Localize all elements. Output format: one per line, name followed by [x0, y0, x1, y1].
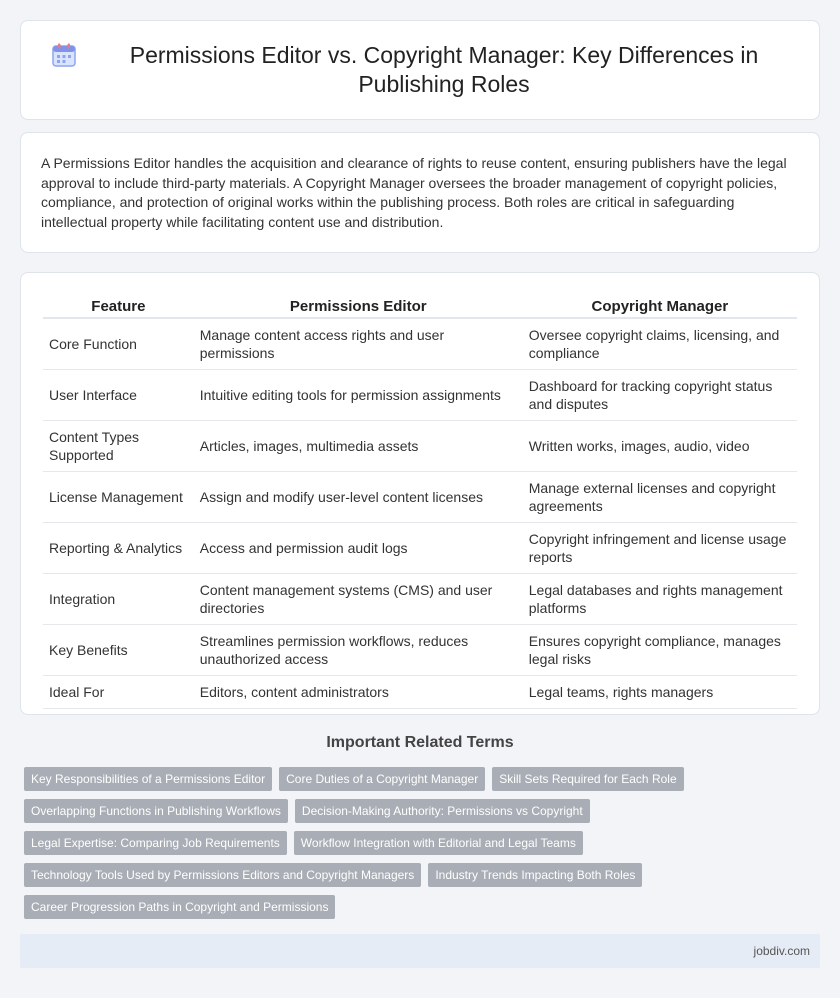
copyright-manager-cell: Oversee copyright claims, licensing, and compliance: [523, 318, 797, 370]
footer-site-name[interactable]: jobdiv.com: [753, 944, 810, 958]
permissions-editor-cell: Access and permission audit logs: [194, 523, 523, 574]
table-row: [43, 676, 797, 709]
permissions-editor-cell: Manage content access rights and user permissions: [194, 318, 523, 370]
copyright-manager-cell: Copyright infringement and license usage reports: [523, 523, 797, 574]
table-row: [43, 421, 797, 472]
feature-cell: Ideal For: [43, 676, 194, 709]
related-term-tag[interactable]: Legal Expertise: Comparing Job Requirements: [24, 831, 287, 855]
feature-cell: Reporting & Analytics: [43, 523, 194, 574]
header-copyright-manager: Copyright Manager: [523, 295, 797, 318]
permissions-editor-cell: Content management systems (CMS) and user directories: [194, 574, 523, 625]
feature-cell: User Interface: [43, 370, 194, 421]
feature-cell: Integration: [43, 574, 194, 625]
related-term-tag[interactable]: Skill Sets Required for Each Role: [492, 767, 683, 791]
feature-cell: Content Types Supported: [43, 421, 194, 472]
related-term-tag[interactable]: Key Responsibilities of a Permissions Editor: [24, 767, 272, 791]
copyright-manager-cell: Written works, images, audio, video: [523, 421, 797, 472]
related-term-tag[interactable]: Core Duties of a Copyright Manager: [279, 767, 485, 791]
related-term-tag[interactable]: Career Progression Paths in Copyright and Permissions: [24, 895, 335, 919]
table-row: [43, 318, 797, 370]
permissions-editor-cell: Articles, images, multimedia assets: [194, 421, 523, 472]
page-title: Permissions Editor vs. Copyright Manager: Key Differences in Publishing Roles: [129, 42, 759, 97]
related-term-tag[interactable]: Workflow Integration with Editorial and Legal Teams: [294, 831, 583, 855]
table-header-row: [43, 295, 797, 318]
copyright-manager-cell: Dashboard for tracking copyright status and disputes: [523, 370, 797, 421]
copyright-manager-cell: Legal databases and rights management platforms: [523, 574, 797, 625]
comparison-table: [43, 295, 797, 709]
permissions-editor-cell: Assign and modify user-level content licenses: [194, 472, 523, 523]
permissions-editor-cell: Intuitive editing tools for permission assignments: [194, 370, 523, 421]
copyright-manager-cell: Legal teams, rights managers: [523, 676, 797, 709]
header-feature: Feature: [43, 295, 194, 318]
feature-cell: Key Benefits: [43, 625, 194, 676]
related-terms-title: Important Related Terms: [326, 734, 514, 751]
related-term-tag[interactable]: Overlapping Functions in Publishing Workflows: [24, 799, 288, 823]
feature-cell: License Management: [43, 472, 194, 523]
related-term-tag[interactable]: Decision-Making Authority: Permissions vs Copyright: [295, 799, 590, 823]
related-terms-list: [24, 767, 824, 919]
related-term-tag[interactable]: Industry Trends Impacting Both Roles: [428, 863, 642, 887]
table-row: [43, 370, 797, 421]
table-row: [43, 472, 797, 523]
permissions-editor-cell: Editors, content administrators: [194, 676, 523, 709]
header-card: [20, 20, 820, 120]
table-row: [43, 523, 797, 574]
related-term-tag[interactable]: Technology Tools Used by Permissions Editors and Copyright Managers: [24, 863, 421, 887]
feature-cell: Core Function: [43, 318, 194, 370]
copyright-manager-cell: Ensures copyright compliance, manages legal risks: [523, 625, 797, 676]
intro-card: [20, 132, 820, 253]
calendar-icon: [51, 42, 77, 68]
header-permissions-editor: Permissions Editor: [194, 295, 523, 318]
permissions-editor-cell: Streamlines permission workflows, reduces unauthorized access: [194, 625, 523, 676]
table-row: [43, 574, 797, 625]
intro-paragraph: A Permissions Editor handles the acquisition and clearance of rights to reuse content, ensuring publishers have the legal approval to include third-party materials. A Copyright Manager oversees the broader management of copyright policies, compliance, and protection of original works within the publishing process. Both roles are critical in safeguarding intellectual property while facilitating content use and distribution.: [41, 155, 787, 230]
comparison-table-card: [20, 272, 820, 715]
table-row: [43, 625, 797, 676]
copyright-manager-cell: Manage external licenses and copyright agreements: [523, 472, 797, 523]
footer: [20, 934, 820, 968]
